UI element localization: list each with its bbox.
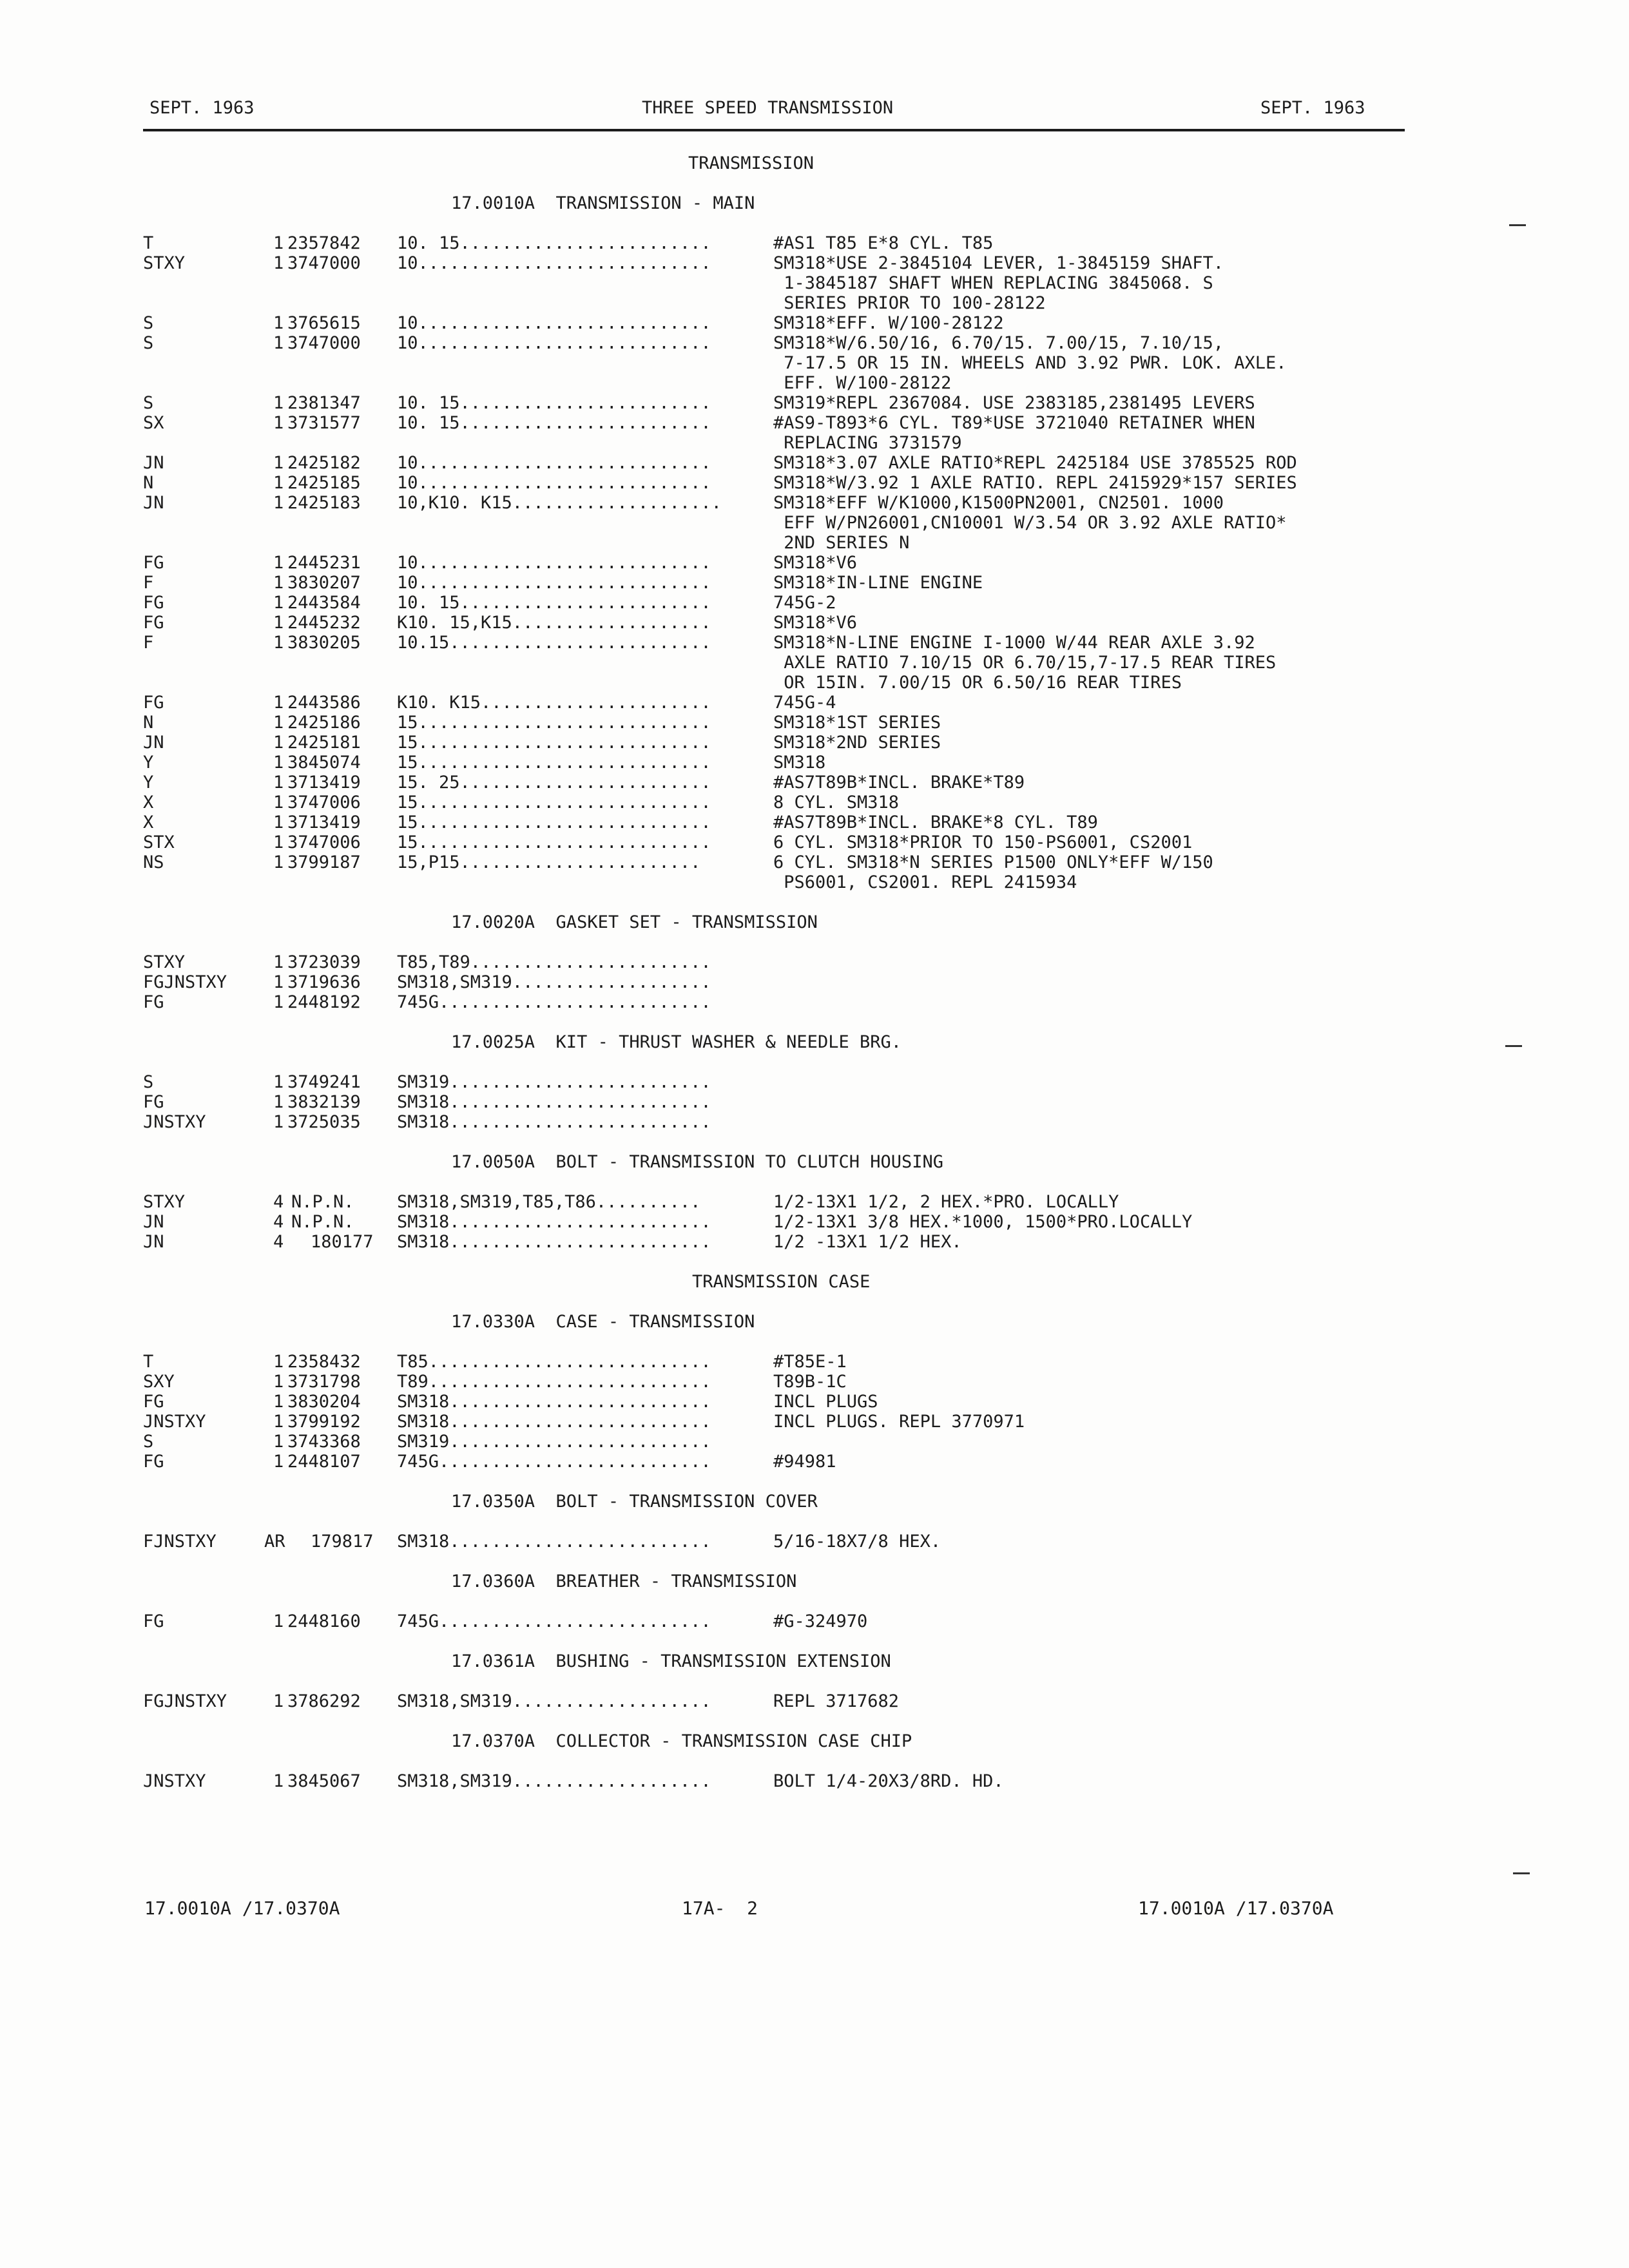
part-number: 3719636 [287,972,361,992]
header-title: THREE SPEED TRANSMISSION [642,98,894,118]
series-usage: SM318......................... [397,1412,711,1432]
part-number: 3713419 [287,812,361,832]
model-code: X [143,812,154,832]
quantity: 1 [273,493,284,513]
remarks: OR 15IN. 7.00/15 OR 6.50/16 REAR TIRES [773,673,1182,693]
remarks: SM318*1ST SERIES [773,713,941,733]
part-number: 3799187 [287,852,361,872]
part-row [0,972,1629,992]
remarks: SM318 [773,753,826,773]
series-usage: 15............................ [397,812,711,832]
model-code: JN [143,733,164,753]
quantity: 1 [273,952,284,972]
part-row [0,733,1629,753]
model-code: FG [143,553,164,573]
parts-table [0,1771,1629,1791]
model-code: X [143,793,154,812]
series-usage: SM318,SM319,T85,T86.......... [397,1192,701,1212]
quantity: 1 [273,1092,284,1112]
series-usage: 10............................ [397,553,711,573]
remarks-continuation [0,353,1629,373]
part-row [0,1212,1629,1232]
quantity: 1 [273,793,284,812]
series-usage: SM318......................... [397,1232,711,1252]
part-row [0,1691,1629,1711]
quantity: 1 [273,992,284,1012]
remarks-continuation [0,653,1629,673]
part-number: 2425181 [287,733,361,753]
remarks: SM318*EFF. W/100-28122 [773,313,1004,333]
part-row [0,992,1629,1012]
model-code: STX [143,832,175,852]
part-number: 179817 [311,1532,374,1552]
model-code: JNSTXY [143,1771,206,1791]
section-title: 17.0020A GASKET SET - TRANSMISSION [451,912,818,932]
model-code: FG [143,693,164,713]
remarks: 6 CYL. SM318*PRIOR TO 150-PS6001, CS2001 [773,832,1193,852]
part-row [0,1072,1629,1092]
series-usage: SM318......................... [397,1212,711,1232]
remarks-continuation [0,273,1629,293]
quantity: 1 [273,852,284,872]
remarks: SERIES PRIOR TO 100-28122 [773,293,1046,313]
part-row [0,1112,1629,1132]
series-usage: SM318,SM319................... [397,1691,711,1711]
parts-list [0,149,1629,1791]
remarks: 745G-4 [773,693,836,713]
part-number: 3713419 [287,773,361,793]
part-number: 3845074 [287,753,361,773]
part-row [0,1092,1629,1112]
remarks: #AS1 T85 E*8 CYL. T85 [773,233,994,253]
part-number: 3747000 [287,333,361,353]
part-number: 2443584 [287,593,361,613]
series-usage: 15............................ [397,753,711,773]
series-usage: SM318......................... [397,1392,711,1412]
series-usage: SM319......................... [397,1432,711,1452]
remarks: SM318*2ND SERIES [773,733,941,753]
part-row [0,593,1629,613]
remarks: SM318*3.07 AXLE RATIO*REPL 2425184 USE 3785525 ROD [773,453,1297,473]
remarks: REPLACING 3731579 [773,433,962,453]
quantity: 1 [273,573,284,593]
quantity: 1 [273,253,284,273]
header-date-left: SEPT. 1963 [149,98,255,118]
remarks: 745G-2 [773,593,836,613]
part-number: 3725035 [287,1112,361,1132]
series-usage: K10. K15...................... [397,693,711,713]
remarks: SM318*EFF W/K1000,K1500PN2001, CN2501. 1000 [773,493,1224,513]
parts-table [0,1352,1629,1472]
part-number: 3747000 [287,253,361,273]
remarks: EFF W/PN26001,CN10001 W/3.54 OR 3.92 AXLE RATIO* [773,513,1287,533]
series-usage: K10. 15,K15................... [397,613,711,633]
quantity: 1 [273,1611,284,1631]
part-row [0,333,1629,353]
model-code: T [143,1352,154,1372]
scan-mark [1505,1045,1522,1047]
quantity: 4 [273,1192,284,1212]
remarks: #AS7T89B*INCL. BRAKE*T89 [773,773,1025,793]
series-usage: 10............................ [397,573,711,593]
remarks: SM318*USE 2-3845104 LEVER, 1-3845159 SHAFT. [773,253,1224,273]
quantity: 1 [273,393,284,413]
remarks: 1/2 -13X1 1/2 HEX. [773,1232,962,1252]
part-number: 3731798 [287,1372,361,1392]
remarks: 5/16-18X7/8 HEX. [773,1532,941,1552]
part-number: 2448192 [287,992,361,1012]
series-usage: 745G.......................... [397,1452,711,1472]
part-number: 2448160 [287,1611,361,1631]
part-row [0,1392,1629,1412]
remarks: REPL 3717682 [773,1691,900,1711]
remarks: 6 CYL. SM318*N SERIES P1500 ONLY*EFF W/150 [773,852,1213,872]
remarks: AXLE RATIO 7.10/15 OR 6.70/15,7-17.5 REAR TIRES [773,653,1277,673]
section-title: 17.0360A BREATHER - TRANSMISSION [451,1571,797,1591]
remarks: 2ND SERIES N [773,533,910,553]
remarks: SM318*V6 [773,553,858,573]
model-code: FG [143,613,164,633]
part-row [0,1232,1629,1252]
part-number: 2443586 [287,693,361,713]
model-code: FG [143,593,164,613]
remarks: #AS7T89B*INCL. BRAKE*8 CYL. T89 [773,812,1098,832]
model-code: SXY [143,1372,175,1392]
part-number: 3765615 [287,313,361,333]
series-usage: 10............................ [397,333,711,353]
quantity: 1 [273,613,284,633]
quantity: 1 [273,753,284,773]
model-code: F [143,573,154,593]
part-row [0,1611,1629,1631]
part-number: 2425185 [287,473,361,493]
part-number: 3799192 [287,1412,361,1432]
model-code: JNSTXY [143,1112,206,1132]
remarks: SM318*W/6.50/16, 6.70/15. 7.00/15, 7.10/15, [773,333,1224,353]
quantity: 1 [273,413,284,433]
model-code: JNSTXY [143,1412,206,1432]
quantity: AR [264,1532,285,1552]
remarks: 7-17.5 OR 15 IN. WHEELS AND 3.92 PWR. LOK. AXLE. [773,353,1287,373]
part-row [0,633,1629,653]
model-code: S [143,393,154,413]
remarks: SM319*REPL 2367084. USE 2383185,2381495 LEVERS [773,393,1255,413]
series-usage: 745G.......................... [397,992,711,1012]
parts-table [0,1611,1629,1631]
part-number: 3731577 [287,413,361,433]
model-code: N [143,713,154,733]
section-title: 17.0025A KIT - THRUST WASHER & NEEDLE BRG. [451,1032,901,1052]
quantity: 1 [273,733,284,753]
section-title: 17.0350A BOLT - TRANSMISSION COVER [451,1492,818,1512]
quantity: 1 [273,313,284,333]
main-section-heading: TRANSMISSION [688,153,815,173]
parts-table [0,233,1629,892]
part-row [0,453,1629,473]
series-usage: 10............................ [397,453,711,473]
remarks: 1/2-13X1 3/8 HEX.*1000, 1500*PRO.LOCALLY [773,1212,1193,1232]
quantity: 1 [273,233,284,253]
model-code: STXY [143,1192,186,1212]
model-code: FG [143,1452,164,1472]
series-usage: 10. 15........................ [397,393,711,413]
model-code: FG [143,1392,164,1412]
header-rule [143,129,1405,131]
series-usage: 745G.......................... [397,1611,711,1631]
remarks: INCL PLUGS. REPL 3770971 [773,1412,1025,1432]
part-number: 3830207 [287,573,361,593]
remarks: #AS9-T893*6 CYL. T89*USE 3721040 RETAINER WHEN [773,413,1255,433]
series-usage: SM318,SM319................... [397,1771,711,1791]
series-usage: 15. 25........................ [397,773,711,793]
part-number: N.P.N. [291,1212,354,1232]
model-code: JN [143,453,164,473]
quantity: 1 [273,693,284,713]
model-code: T [143,233,154,253]
part-number: 2425183 [287,493,361,513]
part-row [0,413,1629,433]
section-title: 17.0010A TRANSMISSION - MAIN [451,193,755,213]
remarks-continuation [0,673,1629,693]
part-number: 2445232 [287,613,361,633]
part-row [0,693,1629,713]
series-usage: 10.15......................... [397,633,711,653]
quantity: 1 [273,832,284,852]
part-number: 3743368 [287,1432,361,1452]
quantity: 1 [273,553,284,573]
model-code: STXY [143,253,186,273]
quantity: 1 [273,1112,284,1132]
quantity: 1 [273,1352,284,1372]
series-usage: 10. 15........................ [397,413,711,433]
remarks: PS6001, CS2001. REPL 2415934 [773,872,1077,892]
quantity: 4 [273,1212,284,1232]
part-row [0,1412,1629,1432]
quantity: 1 [273,453,284,473]
series-usage: SM318,SM319................... [397,972,711,992]
series-usage: 10............................ [397,253,711,273]
remarks-continuation [0,293,1629,313]
model-code: FG [143,992,164,1012]
model-code: S [143,313,154,333]
part-number: 2358432 [287,1352,361,1372]
series-usage: T85,T89....................... [397,952,711,972]
part-row [0,233,1629,253]
part-number: 3749241 [287,1072,361,1092]
part-row [0,493,1629,513]
model-code: FJNSTXY [143,1532,217,1552]
section-title: 17.0330A CASE - TRANSMISSION [451,1312,755,1332]
remarks: INCL PLUGS [773,1392,878,1412]
model-code: F [143,633,154,653]
footer-range-right: 17.0010A /17.0370A [1138,1898,1334,1919]
remarks: BOLT 1/4-20X3/8RD. HD. [773,1771,1004,1791]
quantity: 1 [273,593,284,613]
part-row [0,473,1629,493]
series-usage: T89........................... [397,1372,711,1392]
quantity: 1 [273,1072,284,1092]
remarks: 1/2-13X1 1/2, 2 HEX.*PRO. LOCALLY [773,1192,1119,1212]
quantity: 1 [273,1372,284,1392]
series-usage: 10............................ [397,313,711,333]
quantity: 1 [273,1432,284,1452]
part-row [0,1372,1629,1392]
part-number: 3747006 [287,793,361,812]
part-row [0,832,1629,852]
remarks: 1-3845187 SHAFT WHEN REPLACING 3845068. S [773,273,1213,293]
parts-table [0,1532,1629,1552]
series-usage: SM318......................... [397,1532,711,1552]
part-number: 2425182 [287,453,361,473]
part-row [0,852,1629,872]
part-row [0,1432,1629,1452]
model-code: S [143,1072,154,1092]
section-title: 17.0050A BOLT - TRANSMISSION TO CLUTCH HOUSING [451,1152,944,1172]
part-number: 2448107 [287,1452,361,1472]
series-usage: 15............................ [397,832,711,852]
part-row [0,1452,1629,1472]
part-row [0,553,1629,573]
part-row [0,1352,1629,1372]
remarks: #94981 [773,1452,836,1472]
part-row [0,313,1629,333]
part-number: 2381347 [287,393,361,413]
model-code: STXY [143,952,186,972]
part-row [0,393,1629,413]
part-number: 3830205 [287,633,361,653]
parts-table [0,1691,1629,1711]
remarks: T89B-1C [773,1372,847,1392]
part-number: 2357842 [287,233,361,253]
model-code: Y [143,753,154,773]
quantity: 1 [273,1691,284,1711]
model-code: SX [143,413,164,433]
series-usage: T85........................... [397,1352,711,1372]
series-usage: 15............................ [397,793,711,812]
series-usage: 15,P15....................... [397,852,701,872]
series-usage: 10. 15........................ [397,593,711,613]
part-number: 3830204 [287,1392,361,1412]
model-code: FGJNSTXY [143,972,227,992]
remarks: EFF. W/100-28122 [773,373,952,393]
model-code: Y [143,773,154,793]
parts-table [0,1072,1629,1132]
model-code: JN [143,1212,164,1232]
model-code: S [143,1432,154,1452]
quantity: 1 [273,1771,284,1791]
part-row [0,1532,1629,1552]
part-number: 3723039 [287,952,361,972]
remarks-continuation [0,533,1629,553]
model-code: NS [143,852,164,872]
parts-table [0,1192,1629,1252]
part-row [0,773,1629,793]
part-number: 3832139 [287,1092,361,1112]
quantity: 1 [273,633,284,653]
footer-page-number: 17A- 2 [682,1898,758,1919]
model-code: JN [143,1232,164,1252]
quantity: 1 [273,773,284,793]
model-code: S [143,333,154,353]
model-code: FG [143,1092,164,1112]
part-row [0,753,1629,773]
remarks: SM318*V6 [773,613,858,633]
model-code: N [143,473,154,493]
series-usage: SM318......................... [397,1112,711,1132]
part-number: 180177 [311,1232,374,1252]
quantity: 1 [273,1412,284,1432]
quantity: 1 [273,333,284,353]
quantity: 1 [273,1452,284,1472]
part-row [0,1771,1629,1791]
model-code: FGJNSTXY [143,1691,227,1711]
part-row [0,793,1629,812]
series-usage: SM319......................... [397,1072,711,1092]
series-usage: 10............................ [397,473,711,493]
quantity: 4 [273,1232,284,1252]
remarks-continuation [0,433,1629,453]
part-row [0,613,1629,633]
part-number: 3786292 [287,1691,361,1711]
series-usage: SM318......................... [397,1092,711,1112]
remarks: #G-324970 [773,1611,868,1631]
quantity: 1 [273,1392,284,1412]
quantity: 1 [273,713,284,733]
part-row [0,952,1629,972]
series-usage: 15............................ [397,733,711,753]
section-title: 17.0370A COLLECTOR - TRANSMISSION CASE CHIP [451,1731,912,1751]
remarks-continuation [0,373,1629,393]
remarks-continuation [0,513,1629,533]
model-code: JN [143,493,164,513]
main-section-heading: TRANSMISSION CASE [692,1272,871,1292]
remarks: SM318*N-LINE ENGINE I-1000 W/44 REAR AXLE 3.92 [773,633,1255,653]
footer-range-left: 17.0010A /17.0370A [144,1898,340,1919]
part-number: 2425186 [287,713,361,733]
part-row [0,812,1629,832]
part-row [0,1192,1629,1212]
quantity: 1 [273,972,284,992]
parts-table [0,952,1629,1012]
model-code: FG [143,1611,164,1631]
part-number: 2445231 [287,553,361,573]
part-number: 3845067 [287,1771,361,1791]
quantity: 1 [273,473,284,493]
section-title: 17.0361A BUSHING - TRANSMISSION EXTENSION [451,1651,891,1671]
quantity: 1 [273,812,284,832]
part-number: 3747006 [287,832,361,852]
part-row [0,573,1629,593]
series-usage: 10,K10. K15.................... [397,493,722,513]
scan-mark [1509,224,1526,226]
part-number: N.P.N. [291,1192,354,1212]
remarks: SM318*IN-LINE ENGINE [773,573,983,593]
scan-mark [1513,1872,1530,1874]
series-usage: 15............................ [397,713,711,733]
remarks: 8 CYL. SM318 [773,793,900,812]
remarks: SM318*W/3.92 1 AXLE RATIO. REPL 2415929*157 SERIES [773,473,1297,493]
series-usage: 10. 15........................ [397,233,711,253]
part-row [0,253,1629,273]
header-date-right: SEPT. 1963 [1260,98,1365,118]
remarks-continuation [0,872,1629,892]
part-row [0,713,1629,733]
remarks: #T85E-1 [773,1352,847,1372]
